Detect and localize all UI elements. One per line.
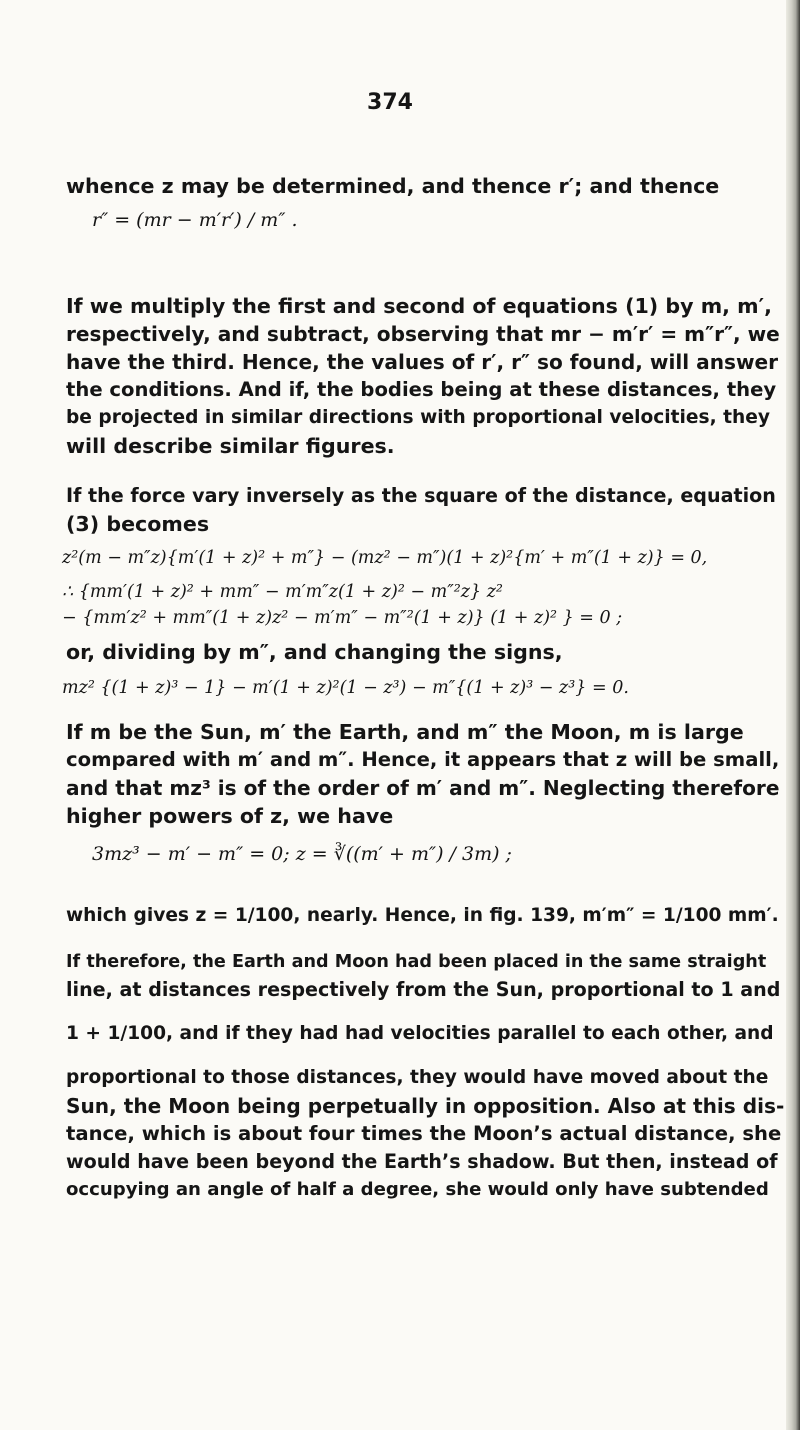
text-line-8: will describe similar figures. <box>66 434 395 458</box>
text-line-22: If therefore, the Earth and Moon had been placed in the same straight <box>66 952 767 972</box>
text-line-14: or, dividing by m″, and changing the signs, <box>66 640 563 664</box>
text-line-4: respectively, and subtract, observing that mr − m′r′ = m″r″, we <box>66 322 780 346</box>
text-line-21: which gives z = 1/100, nearly. Hence, in fig. 139, m′m″ = 1/100 mm′. <box>66 905 779 926</box>
text-line-28: would have been beyond the Earth’s shadow. But then, instead of <box>66 1150 778 1173</box>
text-line-19: higher powers of z, we have <box>66 804 394 828</box>
equation-r-double-prime: r″ = (mr − m′r′) / m″ . <box>92 209 298 231</box>
equation-line-3: − {mm′z² + mm″(1 + z)z² − m′m″ − m″²(1 + z)} (1 + z)² } = 0 ; <box>62 608 623 628</box>
text-line-9: If the force vary inversely as the square of the distance, equation <box>66 484 776 507</box>
page-binding-edge <box>786 0 800 1430</box>
text-line-23: line, at distances respectively from the Sun, proportional to 1 and <box>66 978 781 1001</box>
text-line-6: the conditions. And if, the bodies being at these distances, they <box>66 378 777 401</box>
text-line-17: compared with m′ and m″. Hence, it appears that z will be small, <box>66 748 780 771</box>
equation-cube-root: 3mz³ − m′ − m″ = 0; z = ∛((m′ + m″) / 3m) ; <box>92 843 512 865</box>
equation-line-1: z²(m − m″z){m′(1 + z)² + m″} − (mz² − m″)(1 + z)²{m′ + m″(1 + z)} = 0, <box>62 548 708 568</box>
text-line-18: and that mz³ is of the order of m′ and m″. Neglecting therefore <box>66 776 780 800</box>
text-line-29: occupying an angle of half a degree, she would only have subtended <box>66 1179 769 1200</box>
page-number: 374 <box>367 90 413 115</box>
text-line-7: be projected in similar directions with proportional velocities, they <box>66 407 771 428</box>
text-line-3: If we multiply the first and second of equations (1) by m, m′, <box>66 294 772 318</box>
text-line-27: tance, which is about four times the Moon’s actual distance, she <box>66 1122 782 1145</box>
text-line-1: whence z may be determined, and thence r′; and thence <box>66 174 720 198</box>
equation-line-2: ∴ {mm′(1 + z)² + mm″ − m′m″z(1 + z)² − m″²z} z² <box>62 582 503 602</box>
text-line-26: Sun, the Moon being perpetually in opposition. Also at this dis- <box>66 1094 785 1118</box>
text-line-24: 1 + 1/100, and if they had had velocities parallel to each other, and <box>66 1023 774 1044</box>
text-line-10: (3) becomes <box>66 512 210 536</box>
text-line-5: have the third. Hence, the values of r′, r″ so found, will answer <box>66 350 779 374</box>
equation-line-4: mz² {(1 + z)³ − 1} − m′(1 + z)²(1 − z³) − m″{(1 + z)³ − z³} = 0. <box>62 678 629 698</box>
text-line-16: If m be the Sun, m′ the Earth, and m″ the Moon, m is large <box>66 720 744 744</box>
text-line-25: proportional to those distances, they would have moved about the <box>66 1067 769 1088</box>
